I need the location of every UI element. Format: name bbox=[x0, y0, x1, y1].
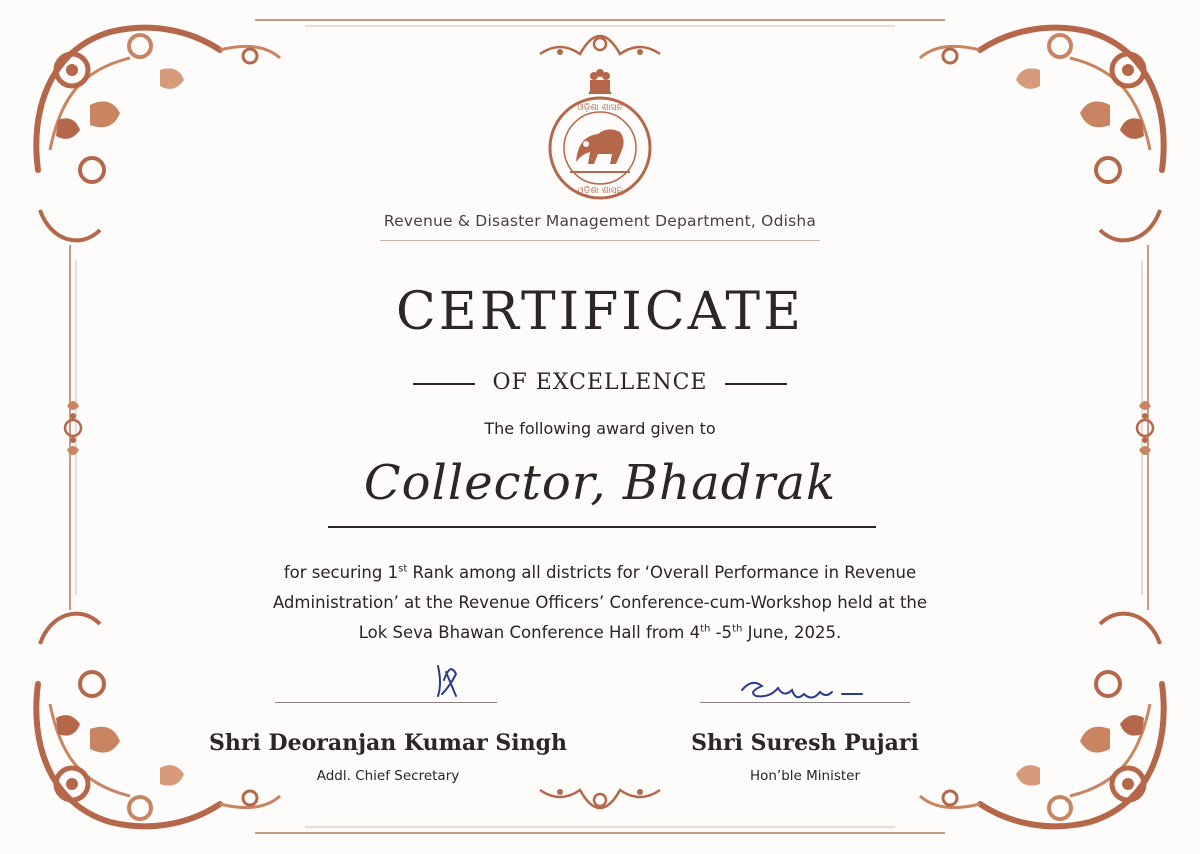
left-signatory-name: Shri Deoranjan Kumar Singh bbox=[209, 730, 567, 756]
corner-ornament-top-left bbox=[36, 28, 280, 241]
award-text-line-1: for securing 1st Rank among all districts for ‘Overall Performance in Revenue bbox=[283, 563, 917, 582]
subtitle-rule-right bbox=[725, 383, 787, 385]
award-intro: The following award given to bbox=[484, 419, 716, 438]
odisha-emblem bbox=[550, 69, 650, 198]
left-signature bbox=[438, 666, 456, 696]
recipient-name: Collector, Bhadrak bbox=[363, 455, 837, 511]
emblem-text-top: ଓଡ଼ିଶା ଶାସନ bbox=[577, 103, 623, 113]
bottom-center-ornament bbox=[540, 789, 660, 808]
department-name: Revenue & Disaster Management Department, Odisha bbox=[383, 212, 817, 230]
top-center-ornament bbox=[540, 36, 660, 55]
left-signature-line bbox=[275, 702, 497, 703]
right-signature bbox=[742, 683, 862, 698]
award-text-line-3: Lok Seva Bhawan Conference Hall from 4th -5th June, 2025. bbox=[358, 623, 842, 642]
certificate-subtitle: OF EXCELLENCE bbox=[492, 370, 708, 395]
award-text-line-2: Administration’ at the Revenue Officers’ Conference-cum-Workshop held at the bbox=[272, 593, 928, 612]
department-divider bbox=[380, 240, 820, 241]
right-signatory-name: Shri Suresh Pujari bbox=[691, 730, 919, 756]
corner-ornament-bottom-left bbox=[36, 614, 280, 827]
right-signatory-role: Hon’ble Minister bbox=[749, 768, 861, 784]
right-signature-line bbox=[700, 702, 910, 703]
certificate-title: CERTIFICATE bbox=[396, 282, 804, 342]
recipient-underline bbox=[328, 526, 876, 528]
corner-ornament-bottom-right bbox=[920, 614, 1164, 827]
left-signatory-role: Addl. Chief Secretary bbox=[316, 768, 460, 784]
emblem-text-bottom: ଓଡ଼ିଶା ଶାସନ bbox=[577, 186, 623, 196]
corner-ornament-top-right bbox=[920, 28, 1164, 241]
